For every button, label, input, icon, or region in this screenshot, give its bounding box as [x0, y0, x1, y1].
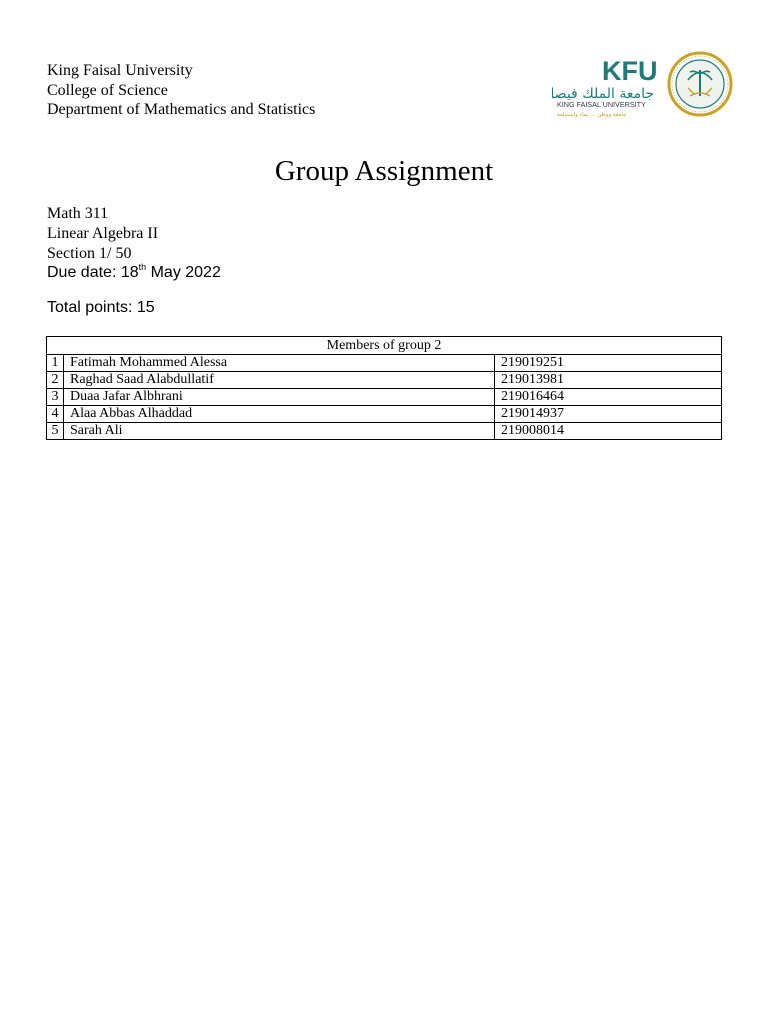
- university-seal-icon: [669, 53, 731, 115]
- member-name: Raghad Saad Alabdullatif: [64, 372, 495, 389]
- institution-header: [47, 61, 315, 120]
- member-name: Alaa Abbas Alhaddad: [64, 406, 495, 423]
- member-name: Fatimah Mohammed Alessa: [64, 355, 495, 372]
- member-name: Sarah Ali: [64, 423, 495, 440]
- member-number: 3: [47, 389, 64, 406]
- table-row: [47, 423, 722, 440]
- logo-motto: جامعة ووطن ... نماء واستدامة: [557, 112, 627, 118]
- member-id: 219013981: [495, 372, 722, 389]
- member-number: 4: [47, 406, 64, 423]
- course-name: Linear Algebra II: [47, 225, 159, 242]
- table-row: [47, 389, 722, 406]
- member-number: 1: [47, 355, 64, 372]
- members-table-header-row: [47, 337, 722, 355]
- members-table-caption: Members of group 2: [47, 337, 722, 355]
- kfu-logo: [552, 50, 737, 120]
- logo-arabic-name: جامعة الملك فيصل: [552, 86, 654, 102]
- due-date: [47, 263, 221, 283]
- table-row: [47, 406, 722, 423]
- due-date-label: Due date: 18: [47, 264, 139, 281]
- member-id: 219008014: [495, 423, 722, 440]
- total-points: Total points: 15: [47, 299, 155, 316]
- due-date-ordinal: th: [138, 262, 147, 272]
- course-code: Math 311: [47, 205, 109, 222]
- member-id: 219016464: [495, 389, 722, 406]
- member-number: 2: [47, 372, 64, 389]
- table-row: [47, 372, 722, 389]
- kfu-logo-graphic: [552, 50, 737, 120]
- member-id: 219014937: [495, 406, 722, 423]
- member-name: Duaa Jafar Albhrani: [64, 389, 495, 406]
- university-name: King Faisal University: [47, 62, 193, 79]
- department-name: Department of Mathematics and Statistics: [47, 101, 316, 118]
- logo-abbrev: KFU: [602, 56, 658, 86]
- course-section: Section 1/ 50: [47, 245, 132, 262]
- due-date-rest: May 2022: [146, 264, 221, 281]
- member-number: 5: [47, 423, 64, 440]
- logo-english-name: KING FAISAL UNIVERSITY: [557, 100, 646, 109]
- members-table: [46, 336, 722, 440]
- page-title: Group Assignment: [274, 155, 494, 187]
- course-info: [47, 204, 158, 264]
- member-id: 219019251: [495, 355, 722, 372]
- college-name: College of Science: [47, 81, 168, 99]
- table-row: [47, 355, 722, 372]
